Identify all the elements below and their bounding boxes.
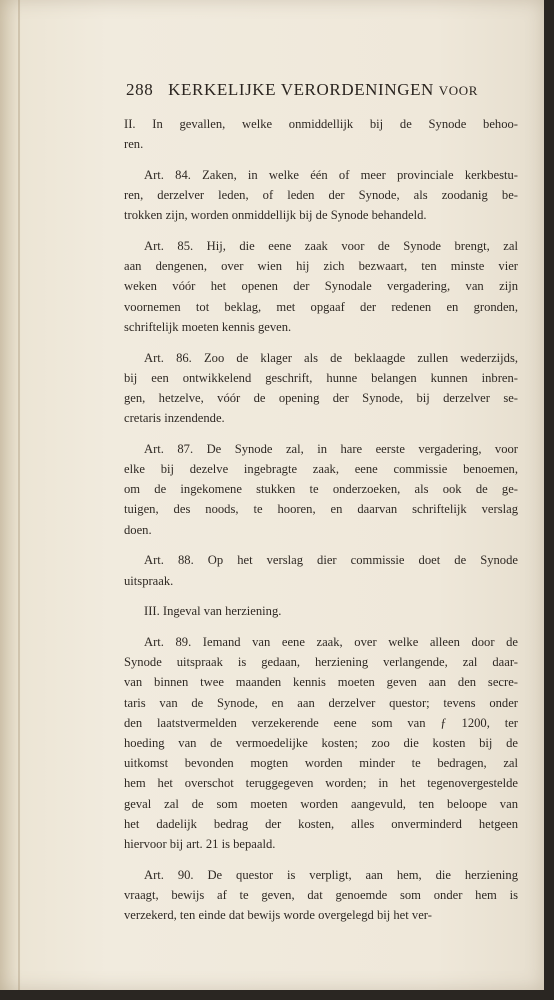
text-line: gen, hetzelve, vóór de opening der Synode, bij derzelver se- (124, 390, 518, 405)
text-line: van binnen twee maanden kennis moeten geven aan den secre- (124, 675, 518, 690)
text-line: Art. 84. Zaken, in welke één of meer provinciale kerkbestu- (144, 167, 518, 182)
text-line: II. In gevallen, welke onmiddellijk bij de Synode behoo- (124, 117, 518, 131)
text-line: uitkomst bevonden mogten worden minder te bedragen, zal (124, 756, 518, 771)
page-number: 288 (126, 80, 154, 99)
text-line: ren. (124, 137, 144, 152)
paragraph (124, 865, 518, 926)
text-line: bij een ontwikkelend geschrift, hunne belangen kunnen inbren- (124, 370, 518, 385)
text-line: tuigen, des noods, te hooren, en daarvan schriftelijk verslag (124, 502, 518, 517)
text-line: cretaris inzendende. (124, 411, 225, 426)
paragraph (124, 114, 518, 154)
text-line: Art. 90. De questor is verpligt, aan hem, die herziening (144, 867, 518, 882)
paragraph (124, 439, 518, 540)
paragraph (124, 550, 518, 590)
text-line: weken vóór het openen der Synodale vergadering, van zijn (124, 279, 518, 294)
paragraph (124, 601, 518, 621)
text-line: Art. 88. Op het verslag dier commissie doet de Synode (144, 553, 518, 568)
text-line: elke bij dezelve ingebragte zaak, eene commissie benoemen, (124, 462, 518, 477)
text-line: taris van de Synode, en aan derzelver questor; tevens onder (124, 695, 518, 710)
text-line: Art. 87. De Synode zal, in hare eerste vergadering, voor (144, 441, 518, 456)
text-line: vraagt, bewijs af te geven, dat genoemde som onder hem is (124, 887, 518, 902)
text-line: om de ingekomene stukken te onderzoeken, als ook de ge- (124, 482, 518, 497)
text-line: hiervoor bij art. 21 is bepaald. (124, 837, 276, 851)
paragraph (124, 348, 518, 429)
text-line: het dadelijk bedrag der kosten, alles onverminderd hetgeen (124, 816, 518, 831)
text-line: verzekerd, ten einde dat bewijs worde overgelegd bij het ver- (124, 908, 432, 923)
text-line: Art. 85. Hij, die eene zaak voor de Synode brengt, zal (144, 239, 518, 254)
body-text (124, 114, 518, 936)
text-line: schriftelijk moeten kennis geven. (124, 319, 292, 334)
text-line: Art. 86. Zoo de klager als de beklaagde zullen wederzijds, (144, 350, 518, 365)
text-line: III. Ingeval van herziening. (144, 604, 282, 619)
running-title: KERKELIJKE VERORDENINGEN (168, 80, 434, 99)
text-line: hoeding van de vermoedelijke kosten; zoo die kosten bij de (124, 735, 518, 750)
text-line: aan dengenen, over wien hij zich bezwaart, ten minste vier (124, 259, 518, 274)
running-title-tail: VOOR (438, 83, 479, 98)
text-line: hem het overschot teruggegeven worden; in het tegenovergestelde (124, 776, 518, 791)
text-line: Art. 89. Iemand van eene zaak, over welke alleen door de (144, 634, 518, 649)
text-line: voornemen tot beklag, met opgaaf der redenen en gronden, (124, 299, 518, 314)
text-line: trokken zijn, worden onmiddellijk bij de Synode behandeld. (124, 208, 427, 223)
text-line: ren, derzelver leden, of leden der Synode, als zoodanig be- (124, 188, 518, 203)
text-line: uitspraak. (124, 573, 174, 588)
paragraph (124, 236, 518, 337)
text-line: doen. (124, 522, 152, 537)
page-binding-edge (18, 0, 20, 990)
paragraph (124, 165, 518, 226)
text-line: Synode uitspraak is gedaan, herziening verlangende, zal daar- (124, 655, 518, 670)
running-header (126, 80, 526, 104)
text-line: den laatstvermelden verzekerende eene som van ƒ 1200, ter (124, 715, 518, 730)
text-line: geval zal de som moeten worden aangevuld, ten beloope van (124, 796, 518, 811)
paragraph (124, 632, 518, 854)
